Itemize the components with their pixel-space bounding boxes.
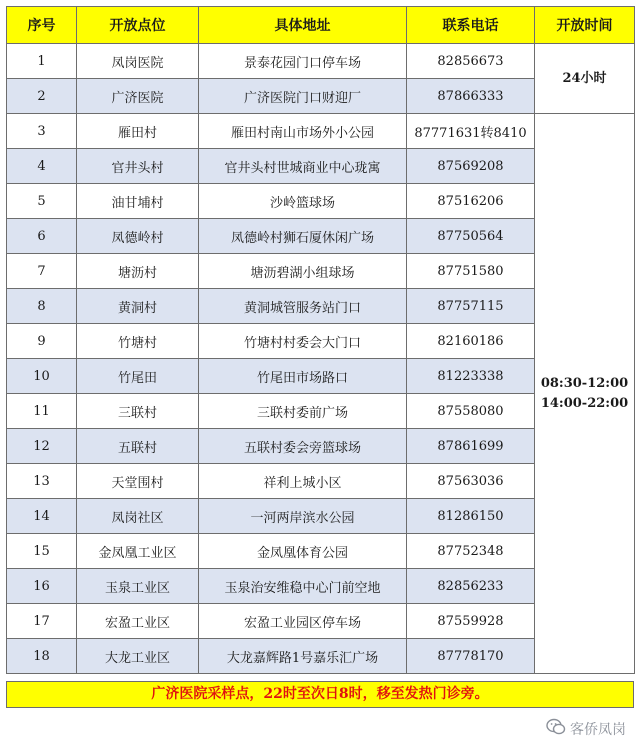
row-phone: 87569208 <box>407 149 535 184</box>
notice-banner: 广济医院采样点，22时至次日8时，移至发热门诊旁。 <box>6 681 634 708</box>
row-seq: 3 <box>7 114 77 149</box>
watermark <box>546 718 626 740</box>
row-phone: 87861699 <box>407 429 535 464</box>
row-address: 官井头村世城商业中心珑寓 <box>199 149 407 184</box>
row-seq: 7 <box>7 254 77 289</box>
row-address: 一河两岸滨水公园 <box>199 499 407 534</box>
row-seq: 18 <box>7 639 77 674</box>
row-seq: 6 <box>7 219 77 254</box>
row-site: 凤德岭村 <box>77 219 199 254</box>
row-address: 金凤凰体育公园 <box>199 534 407 569</box>
row-seq: 5 <box>7 184 77 219</box>
row-phone: 87771631转8410 <box>407 114 535 149</box>
watermark-text: 客侨凤岗 <box>570 722 626 738</box>
row-seq: 16 <box>7 569 77 604</box>
header-row <box>7 7 635 44</box>
row-address: 玉泉治安维稳中心门前空地 <box>199 569 407 604</box>
row-site: 五联村 <box>77 429 199 464</box>
testing-sites-table-wrapper <box>6 6 634 674</box>
table-row <box>7 114 635 149</box>
wechat-icon <box>546 718 566 740</box>
row-phone: 87558080 <box>407 394 535 429</box>
row-seq: 8 <box>7 289 77 324</box>
row-address: 竹塘村村委会大门口 <box>199 324 407 359</box>
row-address: 沙岭篮球场 <box>199 184 407 219</box>
table-row <box>7 44 635 79</box>
row-address: 三联村委前广场 <box>199 394 407 429</box>
header-phone: 联系电话 <box>407 7 535 44</box>
row-site: 宏盈工业区 <box>77 604 199 639</box>
row-site: 塘沥村 <box>77 254 199 289</box>
row-seq: 12 <box>7 429 77 464</box>
row-address: 雁田村南山市场外小公园 <box>199 114 407 149</box>
row-site: 大龙工业区 <box>77 639 199 674</box>
row-address: 凤德岭村狮石厦休闲广场 <box>199 219 407 254</box>
row-site: 油甘埔村 <box>77 184 199 219</box>
row-address: 黄洞城管服务站门口 <box>199 289 407 324</box>
row-site: 广济医院 <box>77 79 199 114</box>
row-phone: 82856233 <box>407 569 535 604</box>
row-site: 竹塘村 <box>77 324 199 359</box>
hours-allday: 24小时 <box>535 44 635 114</box>
row-seq: 11 <box>7 394 77 429</box>
row-phone: 87563036 <box>407 464 535 499</box>
row-phone: 87559928 <box>407 604 535 639</box>
row-address: 五联村委会旁篮球场 <box>199 429 407 464</box>
header-hours: 开放时间 <box>535 7 635 44</box>
row-site: 凤岗社区 <box>77 499 199 534</box>
row-site: 凤岗医院 <box>77 44 199 79</box>
row-seq: 1 <box>7 44 77 79</box>
row-phone: 87751580 <box>407 254 535 289</box>
testing-sites-table <box>6 6 635 674</box>
row-phone: 82856673 <box>407 44 535 79</box>
row-phone: 87778170 <box>407 639 535 674</box>
row-seq: 15 <box>7 534 77 569</box>
row-phone: 87752348 <box>407 534 535 569</box>
row-seq: 13 <box>7 464 77 499</box>
row-site: 玉泉工业区 <box>77 569 199 604</box>
row-phone: 81223338 <box>407 359 535 394</box>
row-address: 广济医院门口财迎厂 <box>199 79 407 114</box>
row-address: 塘沥碧湖小组球场 <box>199 254 407 289</box>
row-seq: 14 <box>7 499 77 534</box>
hours-morning: 08:30-12:00 <box>540 375 629 391</box>
row-seq: 17 <box>7 604 77 639</box>
row-site: 金凤凰工业区 <box>77 534 199 569</box>
row-phone: 87750564 <box>407 219 535 254</box>
row-site: 黄洞村 <box>77 289 199 324</box>
row-seq: 9 <box>7 324 77 359</box>
row-address: 竹尾田市场路口 <box>199 359 407 394</box>
header-site: 开放点位 <box>77 7 199 44</box>
header-seq: 序号 <box>7 7 77 44</box>
row-seq: 10 <box>7 359 77 394</box>
row-phone: 87757115 <box>407 289 535 324</box>
row-phone: 87516206 <box>407 184 535 219</box>
hours-afternoon: 14:00-22:00 <box>540 395 629 411</box>
row-site: 竹尾田 <box>77 359 199 394</box>
header-address: 具体地址 <box>199 7 407 44</box>
row-address: 宏盈工业园区停车场 <box>199 604 407 639</box>
row-address: 祥利上城小区 <box>199 464 407 499</box>
row-seq: 2 <box>7 79 77 114</box>
row-address: 景泰花园门口停车场 <box>199 44 407 79</box>
row-phone: 81286150 <box>407 499 535 534</box>
row-seq: 4 <box>7 149 77 184</box>
hours-daytime <box>535 114 635 674</box>
row-site: 官井头村 <box>77 149 199 184</box>
row-phone: 87866333 <box>407 79 535 114</box>
row-site: 天堂围村 <box>77 464 199 499</box>
row-site: 三联村 <box>77 394 199 429</box>
row-site: 雁田村 <box>77 114 199 149</box>
row-address: 大龙嘉辉路1号嘉乐汇广场 <box>199 639 407 674</box>
row-phone: 82160186 <box>407 324 535 359</box>
